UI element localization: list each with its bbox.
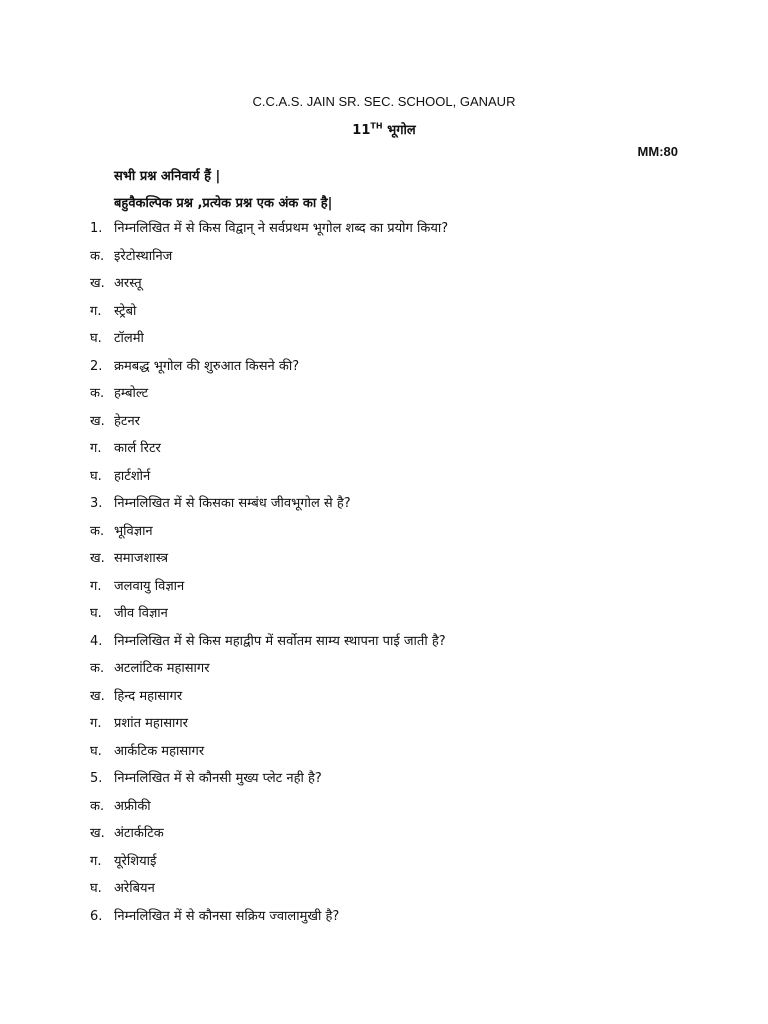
option-text: हम्बोल्ट [114, 386, 149, 401]
option-text: हार्टशोर्न [114, 468, 151, 484]
question-text: क्रमबद्ध भूगोल की शुरुआत किसने की? [114, 358, 300, 374]
option-letter: ख. [90, 276, 105, 291]
option-text: इरेटोस्थानिज [114, 248, 173, 264]
option-text: अफ्रीकी [114, 798, 151, 814]
option-text: अरस्तू [114, 276, 142, 291]
option-letter: घ. [90, 331, 102, 346]
grade-number: 11 [352, 123, 371, 138]
option-letter: ख. [90, 688, 105, 704]
option-item [0, 244, 768, 272]
question-text: निम्नलिखित में से किस महाद्वीप में सर्वोतम साम्य स्थापना पाई जाती है? [114, 633, 446, 649]
option-item [0, 326, 768, 354]
option-text: हेटनर [114, 413, 140, 429]
question-number: 1. [90, 221, 103, 236]
question-number: 2. [90, 358, 103, 374]
option-item [0, 739, 768, 767]
option-text: अरेबियन [114, 881, 155, 896]
option-text: यूरेशियाई [114, 853, 157, 869]
option-letter: घ. [90, 743, 102, 759]
option-item [0, 711, 768, 739]
option-item [0, 299, 768, 327]
option-text: टॉलमी [114, 331, 144, 346]
question-number: 4. [90, 633, 103, 649]
option-item [0, 464, 768, 492]
grade-suffix: TH [370, 121, 383, 131]
question-text: निम्नलिखित में से कौनसा सक्रिय ज्वालामुखी है? [114, 908, 340, 924]
option-letter: ग. [90, 303, 102, 319]
option-item [0, 519, 768, 547]
question-text: निम्नलिखित में से कौनसी मुख्य प्लेट नही है? [114, 771, 322, 786]
option-letter: ख. [90, 551, 105, 566]
option-letter: क. [90, 661, 105, 676]
option-text: अंटार्कटिक [114, 826, 164, 841]
option-letter: घ. [90, 468, 102, 484]
option-text: अटलांटिक महासागर [114, 661, 210, 676]
option-text: आर्कटिक महासागर [114, 743, 205, 759]
option-item [0, 849, 768, 877]
question-text: निम्नलिखित में से किसका सम्बंध जीवभूगोल से है? [114, 496, 351, 511]
option-text: जीव विज्ञान [114, 606, 168, 621]
option-text: स्ट्रेबो [114, 303, 137, 319]
class-subject-heading [0, 120, 768, 138]
question-number: 3. [90, 496, 103, 511]
option-letter: ख. [90, 413, 105, 429]
option-item [0, 821, 768, 849]
option-text: हिन्द महासागर [114, 688, 183, 704]
option-item [0, 546, 768, 574]
option-letter: ख. [90, 826, 105, 841]
option-letter: घ. [90, 881, 102, 896]
option-letter: क. [90, 386, 105, 401]
option-text: जलवायु विज्ञान [114, 578, 185, 594]
subject-title: भूगोल [387, 123, 416, 138]
instruction-line: बहुवैकल्पिक प्रश्न ,प्रत्येक प्रश्न एक अंक का है| [114, 196, 333, 211]
option-item [0, 381, 768, 409]
option-text: समाजशास्त्र [114, 551, 169, 566]
option-text: भूविज्ञान [114, 523, 153, 539]
option-item [0, 409, 768, 437]
option-item [0, 271, 768, 299]
question-item [0, 904, 768, 932]
question-item [0, 216, 768, 244]
option-item [0, 656, 768, 684]
option-letter: घ. [90, 606, 102, 621]
option-letter: ग. [90, 441, 102, 456]
option-item [0, 876, 768, 904]
option-letter: क. [90, 523, 105, 539]
question-text: निम्नलिखित में से किस विद्वान् ने सर्वप्रथम भूगोल शब्द का प्रयोग किया? [114, 221, 449, 236]
option-item [0, 601, 768, 629]
question-item [0, 491, 768, 519]
option-item [0, 684, 768, 712]
question-item [0, 629, 768, 657]
option-text: प्रशांत महासागर [114, 716, 188, 731]
question-number: 5. [90, 771, 103, 786]
question-list [0, 216, 768, 931]
school-name: C.C.A.S. JAIN SR. SEC. SCHOOL, GANAUR [252, 94, 516, 109]
option-item [0, 436, 768, 464]
option-item [0, 574, 768, 602]
instruction-line: सभी प्रश्न अनिवार्य हैं | [114, 169, 221, 184]
option-letter: ग. [90, 716, 102, 731]
question-item [0, 354, 768, 382]
option-letter: ग. [90, 853, 102, 869]
option-text: कार्ल रिटर [114, 441, 161, 456]
question-item [0, 766, 768, 794]
question-number: 6. [90, 908, 103, 924]
option-letter: क. [90, 798, 105, 814]
option-letter: ग. [90, 578, 102, 594]
option-letter: क. [90, 248, 105, 264]
max-marks: MM:80 [637, 144, 678, 159]
option-item [0, 794, 768, 822]
